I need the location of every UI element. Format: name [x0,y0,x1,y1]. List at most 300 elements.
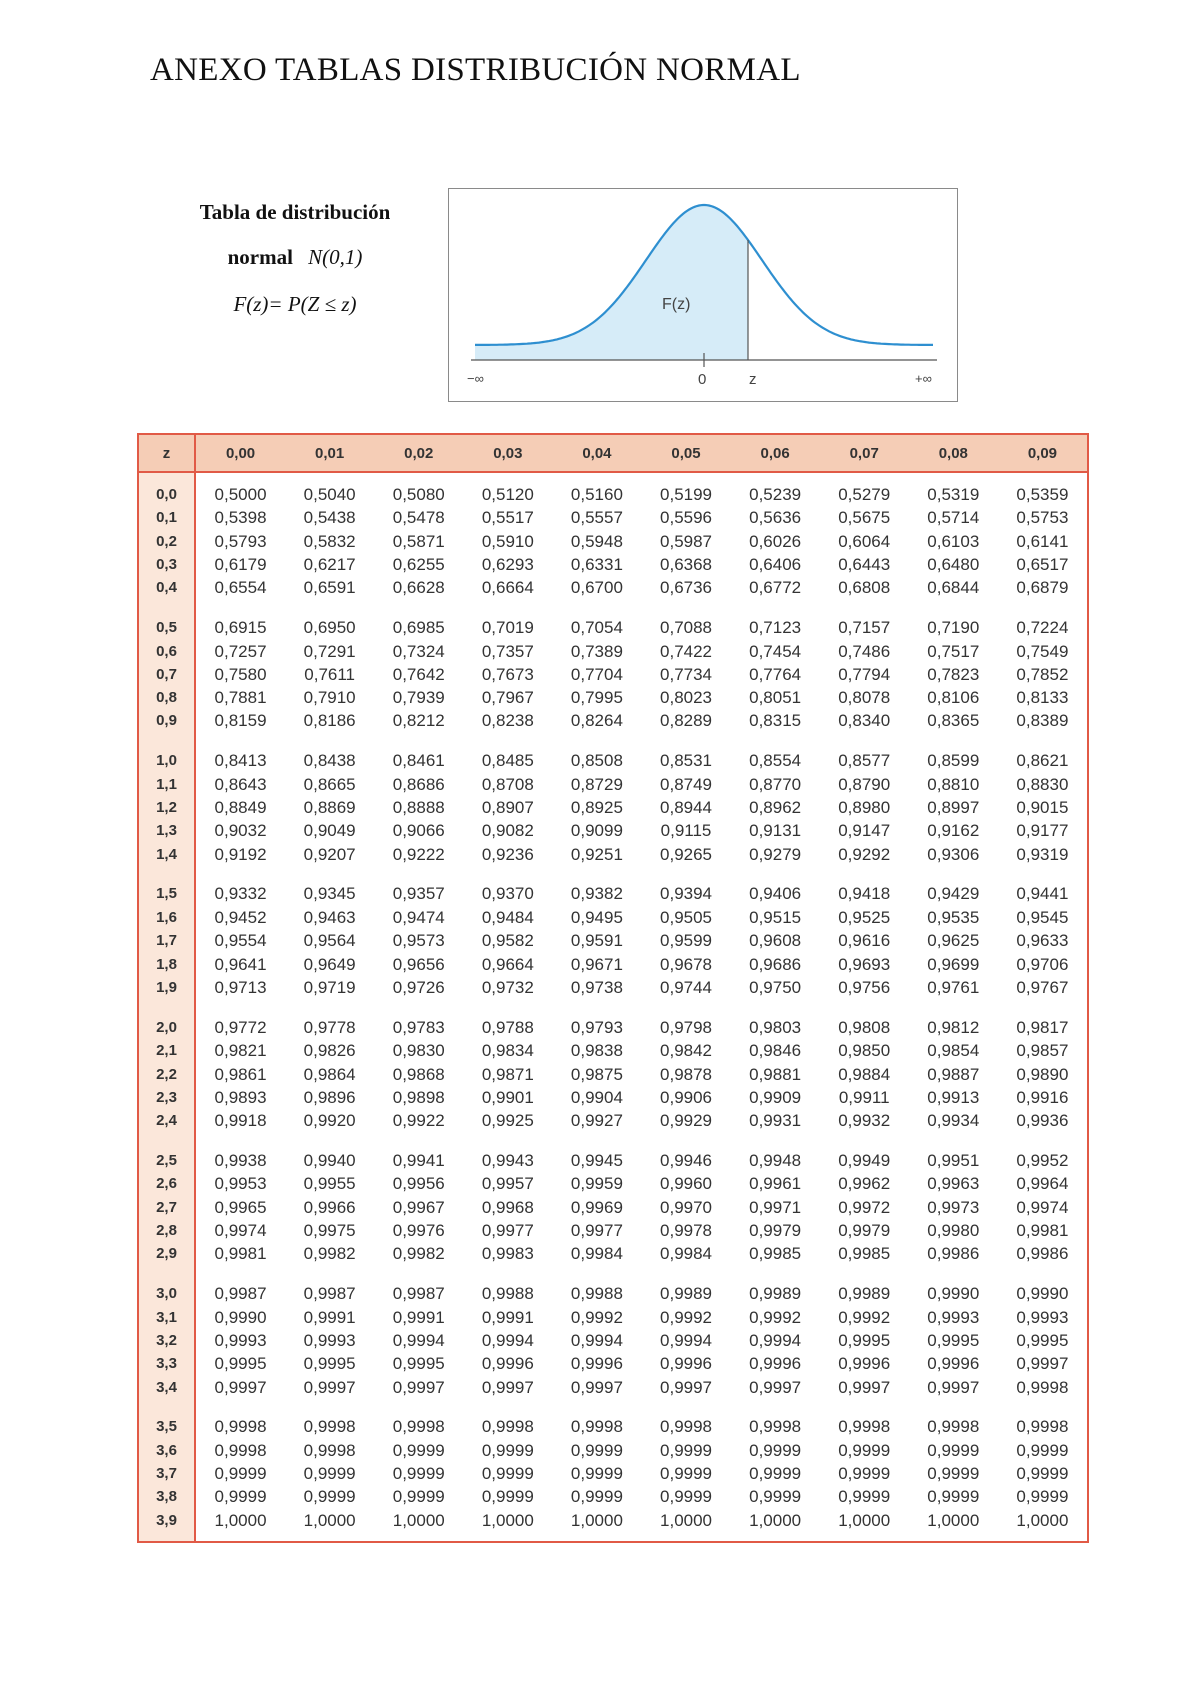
probability-cell: 0,9726 [392,977,445,997]
probability-cell: 0,9750 [749,977,802,997]
probability-cell: 0,9999 [1016,1487,1069,1507]
probability-cell: 0,9788 [481,1017,534,1037]
probability-cell: 0,9719 [303,977,356,997]
probability-cell: 0,9999 [214,1487,267,1507]
probability-cell: 0,9370 [481,884,534,904]
probability-cell: 0,9982 [392,1244,445,1264]
probability-cell: 0,9279 [749,844,802,864]
probability-cell: 0,5080 [392,484,445,504]
probability-cell: 0,5517 [481,508,534,528]
probability-cell: 0,5753 [1016,508,1069,528]
table-row [139,1219,1087,1242]
z-value-cell: 0,6 [139,640,196,663]
probability-cell: 0,9861 [214,1064,267,1084]
table-row [139,1086,1087,1109]
probability-cell: 0,9857 [1016,1041,1069,1061]
probability-cell: 0,9664 [481,954,534,974]
probability-cell: 0,7088 [660,617,713,637]
probability-cell: 0,6772 [749,578,802,598]
probability-cell: 0,8365 [927,711,980,731]
probability-cell: 1,0000 [570,1511,623,1531]
probability-cell: 0,9992 [749,1307,802,1327]
probability-cell: 0,7910 [303,688,356,708]
probability-cell: 0,9998 [303,1440,356,1460]
probability-cell: 0,9911 [838,1087,890,1107]
probability-cell: 0,9554 [214,931,267,951]
probability-cell: 0,8830 [1016,774,1069,794]
probability-cell: 0,9949 [838,1150,891,1170]
probability-cell: 1,0000 [838,1511,891,1531]
table-row [139,530,1087,553]
table-row [139,600,1087,640]
probability-cell: 0,6480 [927,554,980,574]
probability-cell: 0,9977 [570,1221,623,1240]
probability-cell: 0,9987 [303,1283,356,1303]
probability-cell: 0,9999 [570,1464,623,1484]
probability-cell: 0,9015 [1016,798,1069,818]
probability-cell: 0,7939 [392,688,445,708]
z-value-cell: 0,7 [139,663,196,686]
probability-cell: 0,9927 [570,1111,623,1131]
probability-cell: 0,5675 [838,508,891,528]
probability-cell: 0,9909 [749,1087,802,1107]
probability-cell: 0,9890 [1016,1064,1069,1084]
probability-cell: 0,9901 [481,1087,534,1107]
probability-cell: 0,8413 [214,751,267,771]
probability-cell: 0,9875 [570,1064,623,1084]
probability-cell: 0,8289 [660,711,713,731]
column-header: 0,00 [196,435,285,473]
table-row [139,1486,1087,1509]
probability-cell: 0,9957 [481,1174,534,1194]
probability-cell: 0,7190 [927,617,980,637]
probability-cell: 0,9803 [749,1017,802,1037]
probability-cell: 0,9996 [838,1354,891,1374]
z-value-cell: 2,6 [139,1173,196,1196]
probability-cell: 0,9999 [214,1464,267,1484]
probability-cell: 0,9854 [927,1041,980,1061]
probability-cell: 0,5871 [392,531,445,551]
probability-cell: 0,8849 [214,798,267,818]
probability-cell: 0,9997 [838,1377,891,1397]
probability-cell: 0,9987 [392,1283,445,1303]
probability-cell: 0,9993 [214,1330,267,1350]
probability-cell: 0,5793 [214,531,267,551]
probability-cell: 0,9990 [214,1307,267,1327]
probability-cell: 0,8238 [481,711,534,731]
probability-cell: 0,9913 [927,1087,980,1107]
z-value-cell: 1,4 [139,843,196,866]
column-header: 0,02 [374,435,463,473]
probability-cell: 0,8944 [660,798,713,818]
probability-cell: 0,6591 [303,578,356,598]
z-value-cell: 2,4 [139,1109,196,1132]
probability-cell: 0,9864 [303,1064,356,1084]
caption-normal-word: normal [227,245,293,269]
probability-cell: 0,9989 [660,1283,713,1303]
probability-cell: 0,9979 [838,1221,891,1240]
table-row [139,796,1087,819]
probability-cell: 0,9945 [570,1150,623,1170]
probability-cell: 0,6808 [838,578,891,598]
table-row [139,507,1087,530]
probability-cell: 0,8643 [214,774,267,794]
probability-cell: 0,9978 [660,1221,713,1240]
probability-cell: 0,9997 [392,1377,445,1397]
probability-cell: 0,9997 [749,1377,802,1397]
probability-cell: 0,9990 [1016,1283,1069,1303]
probability-cell: 0,9943 [481,1150,534,1170]
probability-cell: 0,9826 [303,1041,356,1061]
probability-cell: 0,8106 [927,688,980,708]
probability-cell: 0,9032 [214,821,267,841]
probability-cell: 0,9998 [749,1417,802,1437]
probability-cell: 0,9970 [660,1197,713,1217]
table-row [139,1173,1087,1196]
probability-cell: 0,9986 [1016,1244,1069,1264]
probability-cell: 0,9999 [927,1464,980,1484]
probability-cell: 0,9962 [838,1174,891,1194]
probability-cell: 0,8315 [749,711,802,731]
probability-cell: 0,9999 [392,1464,445,1484]
probability-cell: 0,9992 [660,1307,713,1327]
probability-cell: 0,9965 [214,1197,267,1217]
z-value-cell: 1,0 [139,733,196,773]
z-value-cell: 1,6 [139,906,196,929]
probability-cell: 0,9989 [749,1283,802,1303]
probability-cell: 0,5160 [570,484,623,504]
probability-cell: 0,6331 [570,554,623,574]
probability-cell: 0,8133 [1016,688,1069,708]
probability-cell: 0,8023 [660,688,713,708]
probability-cell: 0,9998 [1016,1417,1069,1437]
probability-cell: 0,9332 [214,884,267,904]
table-row [139,1306,1087,1329]
probability-cell: 0,9641 [214,954,267,974]
probability-cell: 0,9931 [749,1111,802,1131]
probability-cell: 0,6554 [214,578,267,598]
probability-cell: 0,9996 [481,1354,534,1374]
probability-cell: 0,9999 [927,1440,980,1460]
probability-cell: 0,9082 [481,821,534,841]
probability-cell: 0,9842 [660,1041,713,1061]
table-row [139,1462,1087,1485]
probability-cell: 0,6950 [303,617,356,637]
probability-cell: 0,9991 [481,1307,534,1327]
table-row [139,976,1087,999]
probability-cell: 0,9394 [660,884,713,904]
table-row [139,473,1087,507]
probability-cell: 0,9968 [481,1197,534,1217]
probability-cell: 0,7764 [749,664,802,684]
probability-cell: 0,7642 [392,664,445,684]
probability-cell: 0,9999 [303,1464,356,1484]
probability-cell: 0,9941 [392,1150,445,1170]
probability-cell: 0,9706 [1016,954,1069,974]
probability-cell: 1,0000 [214,1511,267,1531]
z-value-cell: 1,2 [139,796,196,819]
probability-cell: 0,9916 [1016,1087,1069,1107]
z-value-cell: 3,6 [139,1439,196,1462]
probability-cell: 0,9099 [570,821,623,841]
probability-cell: 0,9306 [927,844,980,864]
z-value-cell: 3,8 [139,1486,196,1509]
probability-cell: 0,9997 [570,1377,623,1397]
probability-cell: 0,9999 [1016,1440,1069,1460]
probability-cell: 0,6293 [481,554,534,574]
z-value-cell: 0,1 [139,507,196,530]
column-header: 0,05 [641,435,730,473]
probability-cell: 0,8810 [927,774,980,794]
table-row [139,1000,1087,1040]
probability-cell: 0,9991 [303,1307,356,1327]
probability-cell: 0,7357 [481,641,534,661]
probability-cell: 0,9998 [660,1417,713,1437]
probability-cell: 0,9177 [1016,821,1069,841]
probability-cell: 0,6026 [749,531,802,551]
probability-cell: 0,9997 [660,1377,713,1397]
z-value-cell: 2,9 [139,1243,196,1266]
probability-cell: 0,5000 [214,484,267,504]
probability-cell: 0,6103 [927,531,980,551]
probability-cell: 0,7517 [927,641,980,661]
probability-cell: 0,9545 [1016,908,1069,927]
probability-cell: 0,9998 [927,1417,980,1437]
z-value-cell: 2,1 [139,1040,196,1063]
table-row [139,1109,1087,1132]
probability-cell: 0,6985 [392,617,445,637]
probability-cell: 0,9756 [838,977,891,997]
z-value-cell: 2,0 [139,1000,196,1040]
probability-cell: 0,9591 [570,931,623,951]
probability-cell: 0,8665 [303,774,356,794]
probability-cell: 0,6844 [927,578,980,598]
probability-cell: 0,9564 [303,931,356,951]
probability-cell: 0,9988 [481,1283,534,1303]
probability-cell: 0,9999 [660,1487,713,1507]
probability-cell: 0,9251 [570,844,623,864]
probability-cell: 0,9999 [838,1440,891,1460]
probability-cell: 0,8790 [838,774,891,794]
probability-cell: 0,9999 [749,1464,802,1484]
probability-cell: 0,9984 [570,1244,623,1264]
probability-cell: 0,9999 [570,1487,623,1507]
column-header: 0,07 [820,435,909,473]
probability-cell: 0,5359 [1016,484,1069,504]
z-value-cell: 1,3 [139,820,196,843]
z-value-cell: 3,7 [139,1462,196,1485]
probability-cell: 0,5398 [214,508,267,528]
probability-cell: 0,7549 [1016,641,1069,661]
probability-cell: 0,9904 [570,1087,623,1107]
probability-cell: 0,8212 [392,711,445,731]
page-title: ANEXO TABLAS DISTRIBUCIÓN NORMAL [150,52,801,88]
probability-cell: 0,7157 [838,617,891,637]
probability-cell: 0,9893 [214,1087,267,1107]
z-value-cell: 1,5 [139,866,196,906]
probability-cell: 0,9996 [660,1354,713,1374]
table-row [139,1040,1087,1063]
probability-cell: 0,5478 [392,508,445,528]
probability-cell: 0,9989 [838,1283,891,1303]
probability-cell: 0,8051 [749,688,802,708]
probability-cell: 0,9738 [570,977,623,997]
probability-cell: 0,9884 [838,1064,891,1084]
probability-cell: 0,9940 [303,1150,356,1170]
probability-cell: 0,9946 [660,1150,713,1170]
probability-cell: 0,7123 [749,617,802,637]
probability-cell: 0,8461 [392,751,445,771]
table-row [139,663,1087,686]
probability-cell: 0,9975 [303,1221,356,1240]
probability-cell: 0,9992 [570,1307,623,1327]
table-row [139,1063,1087,1086]
probability-cell: 0,9984 [660,1244,713,1264]
probability-cell: 0,9616 [838,931,891,951]
probability-cell: 0,6700 [570,578,623,598]
probability-cell: 0,9980 [927,1221,980,1240]
probability-cell: 0,9961 [749,1174,802,1194]
z-value-cell: 0,9 [139,710,196,733]
probability-cell: 0,9997 [481,1377,534,1397]
table-row [139,1196,1087,1219]
probability-cell: 0,9999 [481,1440,534,1460]
z-value-cell: 2,2 [139,1063,196,1086]
probability-cell: 0,9999 [1016,1464,1069,1484]
z-value-cell: 3,9 [139,1509,196,1541]
probability-cell: 0,9981 [1016,1221,1069,1240]
probability-cell: 0,7704 [570,664,623,684]
probability-cell: 0,9951 [927,1150,980,1170]
probability-cell: 0,5279 [838,484,891,504]
z-value-cell: 1,7 [139,930,196,953]
probability-cell: 0,5438 [303,508,356,528]
probability-cell: 0,9999 [838,1464,891,1484]
probability-cell: 0,7291 [303,641,356,661]
probability-cell: 0,9761 [927,977,980,997]
probability-cell: 0,9964 [1016,1174,1069,1194]
probability-cell: 0,9834 [481,1041,534,1061]
probability-cell: 0,5596 [660,508,713,528]
table-row [139,773,1087,796]
z-value-cell: 2,5 [139,1133,196,1173]
probability-cell: 0,9971 [749,1197,802,1217]
probability-cell: 0,8888 [392,798,445,818]
probability-cell: 0,9929 [660,1111,713,1131]
z-value-cell: 1,8 [139,953,196,976]
z-value-cell: 3,0 [139,1266,196,1306]
z-value-cell: 3,5 [139,1399,196,1439]
probability-cell: 0,7019 [481,617,534,637]
probability-cell: 0,5239 [749,484,802,504]
probability-cell: 0,9998 [838,1417,891,1437]
probability-cell: 0,9932 [838,1111,891,1131]
probability-cell: 0,8980 [838,798,891,818]
probability-cell: 0,9887 [927,1064,980,1084]
probability-cell: 0,9147 [838,821,891,841]
probability-cell: 0,8078 [838,688,891,708]
probability-cell: 1,0000 [660,1511,713,1531]
probability-cell: 0,5319 [927,484,980,504]
area-label: F(z) [662,296,691,313]
probability-cell: 0,6915 [214,617,267,637]
probability-cell: 0,9938 [214,1150,267,1170]
probability-cell: 0,8186 [303,711,356,731]
probability-cell: 0,9983 [481,1244,534,1264]
probability-cell: 0,9995 [1016,1330,1069,1350]
z-value-cell: 0,0 [139,473,196,507]
probability-cell: 0,9625 [927,931,980,951]
probability-cell: 0,9976 [392,1221,445,1240]
z-value-cell: 0,5 [139,600,196,640]
probability-cell: 0,9996 [570,1354,623,1374]
probability-cell: 0,7995 [570,688,623,708]
column-header: 0,04 [552,435,641,473]
probability-cell: 0,8340 [838,711,891,731]
probability-cell: 0,9956 [392,1174,445,1194]
probability-cell: 0,9998 [570,1417,623,1437]
probability-cell: 0,9633 [1016,931,1069,951]
probability-cell: 0,9977 [481,1221,534,1240]
probability-cell: 0,9999 [570,1440,623,1460]
probability-cell: 0,9821 [214,1041,267,1061]
table-row [139,1439,1087,1462]
probability-cell: 0,8729 [570,774,623,794]
probability-cell: 0,9207 [303,844,356,864]
probability-cell: 0,9994 [570,1330,623,1350]
probability-cell: 0,9985 [749,1244,802,1264]
probability-cell: 0,9920 [303,1111,356,1131]
probability-cell: 0,9952 [1016,1150,1069,1170]
probability-cell: 0,9878 [660,1064,713,1084]
probability-cell: 0,9998 [392,1417,445,1437]
column-header: 0,08 [909,435,998,473]
probability-cell: 0,9993 [1016,1307,1069,1327]
probability-cell: 0,8264 [570,711,623,731]
column-header: 0,09 [998,435,1087,473]
probability-cell: 0,9817 [1016,1017,1069,1037]
probability-cell: 0,9783 [392,1017,445,1037]
probability-cell: 0,9994 [392,1330,445,1350]
z-value-cell: 2,8 [139,1219,196,1242]
probability-cell: 0,9505 [660,908,713,927]
probability-cell: 0,9979 [749,1221,802,1240]
probability-cell: 0,9463 [303,908,356,927]
probability-cell: 0,9292 [838,844,891,864]
probability-cell: 0,9969 [570,1197,623,1217]
probability-cell: 0,9990 [927,1283,980,1303]
table-row [139,1399,1087,1439]
table-row [139,953,1087,976]
probability-cell: 0,9495 [570,908,623,927]
probability-cell: 0,6443 [838,554,891,574]
z-value-cell: 3,1 [139,1306,196,1329]
probability-cell: 0,9995 [392,1354,445,1374]
probability-cell: 0,6368 [660,554,713,574]
probability-cell: 0,6141 [1016,531,1069,551]
probability-cell: 0,7823 [927,664,980,684]
probability-cell: 0,9744 [660,977,713,997]
probability-cell: 0,9934 [927,1111,980,1131]
z-value-cell: 3,4 [139,1376,196,1399]
table-row [139,1329,1087,1352]
probability-cell: 0,9997 [927,1377,980,1397]
probability-cell: 0,8485 [481,751,534,771]
z-value-cell: 0,3 [139,553,196,576]
table-row [139,1243,1087,1266]
probability-cell: 0,9995 [303,1354,356,1374]
table-row [139,553,1087,576]
